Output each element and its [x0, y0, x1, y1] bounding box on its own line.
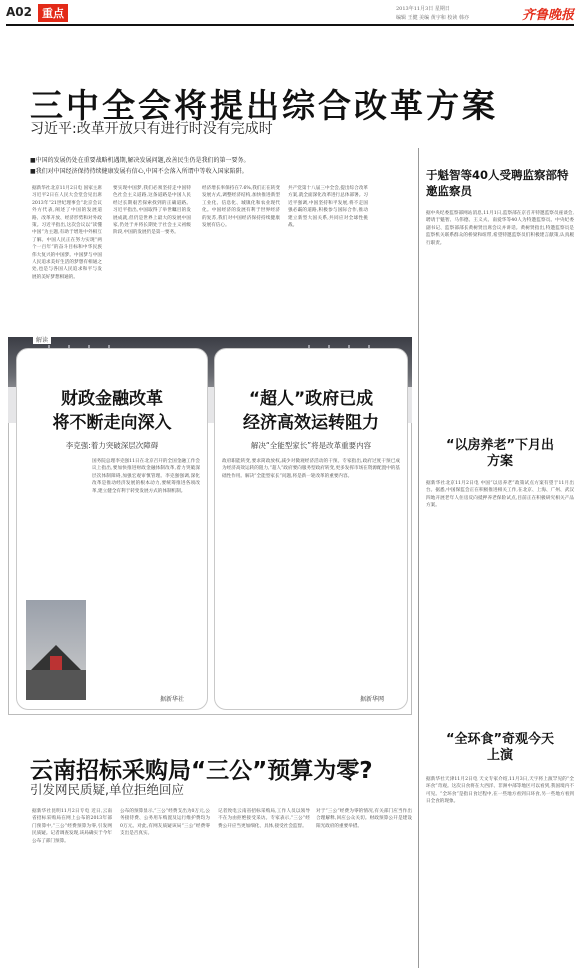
box-right-title-2: 经济高效运转阻力 — [243, 413, 379, 433]
box-right-body: 政府职能转变,要求简政放权,减少对微观经济活动的干预。专家指出,政府过度干预已成为经济高效运转的阻力,“超人”政府要向服务型政府转变,更多发挥市场在资源配置中的基础性作用。解决“全能型家长”问题,将是新一轮改革的重要内容。 — [222, 459, 400, 479]
article-column: 据新华社北京11月2日电 国家主席习近平2日在人民大会堂会见出席2013年“21世纪理事会”北京会议外方代表,阐述了中国的发展道路、改革开放、经济形势和对外政策。习近平指出,这次会议以“读懂中国”为主题,有助于增进中外相互了解。中国人民正在努力实现“两个一百年”的奋斗目标和中华民族伟大复兴的中国梦。中国梦与中国人民追求美好生活的梦想有相通之处,也是与各国人民追求和平与发展的美好梦想相通的。 — [32, 186, 102, 280]
box-left-title-1: 财政金融改革 — [61, 389, 163, 409]
article-column: 要实现中国梦,我们必须坚持走中国特色社会主义道路,这条道路是中国人民经过长期艰苦探索找到的正确道路。习近平指出,中国取得了举世瞩目的发展成就,但仍是世界上最大的发展中国家,仍处于并将长期处于社会主义初级阶段,中国的发展仍是第一要务。 — [113, 186, 191, 236]
side-headline-3: “全环食”奇观今天上演 — [445, 732, 555, 763]
side-headline-1: 于魁智等40人受聘监察部特邀监察员 — [426, 168, 569, 198]
bottom-column: 公布的预算显示,“三公”经费支出为0万元,公务接待费、公务用车购置及运行维护费均为0万元。对此,有网友质疑该局“三公”经费零支出是否真实。 — [120, 809, 210, 837]
article-column: 经济增长率保持在7.6%,我们正在转变发展方式,调整经济结构,加快推进新型工业化、信息化、城镇化和农业现代化。中国经济的发展有利于世界经济的复苏,我们对中国经济保持持续健康发展有信心。 — [202, 186, 280, 229]
issue-date: 2013年11月3日 星期日 — [396, 6, 450, 12]
bottom-subtitle: 引发网民质疑,单位拒绝回应 — [30, 782, 184, 797]
inset-label: 解读 — [33, 335, 51, 344]
newspaper-logo: 齐鲁晚报 — [522, 8, 575, 23]
staff-line: 编辑 王健 美编 黄宇和 校读 韩亦 — [396, 15, 469, 21]
box-right-source: 据新华网 — [360, 696, 385, 703]
box-left-subtitle: 李克强:着力突破深层次障碍 — [65, 441, 159, 450]
bottom-headline: 云南招标采购局“三公”预算为零? — [30, 758, 373, 784]
side-story-1-body: 据中央纪委监察部网站消息,11月1日,监察部在京召开特邀监察员座谈会,聘请于魁智、马伟德、王义夫、南爱华等40人为特邀监察员。中央纪委副书记、监察部部长黄树贤出席会议并讲话。黄树贤指出,特邀监察员是监察机关联系群众的桥梁和纽带,希望特邀监察员们积极建言献策,认真履行职责。 — [426, 211, 574, 246]
bottom-column: 据新华社昆明11月2日专电 近日,云南省招标采购局在网上公布的2013年部门预算中,“三公”经费预算为零,引发网民质疑。记者调查发现,该局确实于今年公布了部门预算。 — [32, 809, 112, 844]
box-left-body: 国务院总理李克强11日在北京召开的全国金融工作会议上指出,要加快推进财政金融体制改革,着力突破深层次体制障碍,加强宏观审慎管理。李克强强调,深化改革是推动经济发展的根本动力,要统筹推进各项改革,建立健全有利于转变发展方式的体制机制。 — [92, 459, 200, 494]
section-label: 重点 — [38, 4, 68, 22]
box-right-title-1: “超人”政府已成 — [248, 389, 374, 409]
side-story-2-body: 据新华社北京11月2日电 中国“以房养老”政策试点方案有望于11月出台。据悉,中国保监会正在积极推进相关工作,在北京、上海、广州、武汉四地开展老年人住房反向抵押养老保险试点,目前正在积极研究相关产品方案。 — [426, 481, 574, 509]
tower-silhouette — [26, 600, 86, 700]
article-column: 共产党第十八届三中全会,提出综合改革方案,就全面深化改革进行总体部署。习近平强调,中国坚持和平发展,将不走国强必霸的道路,积极参与国际合作,推动建立新型大国关系,共同应对全球性挑战。 — [288, 186, 368, 229]
tiananmen-photo — [26, 600, 86, 700]
column-divider — [418, 148, 419, 968]
box-left-title-2: 将不断走向深入 — [52, 413, 172, 433]
side-story-3-body: 据新华社天津11月2日电 天文专家介绍,11月3日,天宇将上演罕见的“全环食”奇观。这次日食将在大西洋、非洲中部等地区可以看到,我国境内不可见。“全环食”是指日食过程中,在一些地方看到日环食,另一些地方看到日全食的现象。 — [426, 777, 574, 805]
side-headline-2: “以房养老”下月出方案 — [445, 438, 555, 469]
headline-subtitle: 习近平:改革开放只有进行时没有完成时 — [30, 121, 273, 137]
bottom-column: 对于“三公”经费为零的情况,有关部门应当作出合理解释,回应公众关切。财政预算公开是建设阳光政府的重要举措。 — [316, 809, 412, 829]
headline: 三中全会将提出综合改革方案 — [30, 86, 498, 125]
page-code: A02 — [6, 5, 32, 19]
summary-bullet: ■我们对中国经济保持持续健康发展有信心,中国不会落入所谓中等收入国家陷阱。 — [30, 168, 248, 175]
header-rule — [6, 24, 574, 26]
summary-bullet: ■中国的发展仍处在重要战略机遇期,解决发展问题,改善民生仍是我们的第一要务。 — [30, 157, 250, 164]
bottom-column: 记者致电云南省招标采购局,工作人员以领导不在为由拒绝接受采访。专家表示,“三公”经费公开应当更加细化、具体,接受社会监督。 — [218, 809, 310, 829]
box-right-subtitle: 解决“全能型家长”将是改革重要内容 — [250, 441, 372, 450]
box-left-source: 据新华社 — [160, 696, 185, 703]
